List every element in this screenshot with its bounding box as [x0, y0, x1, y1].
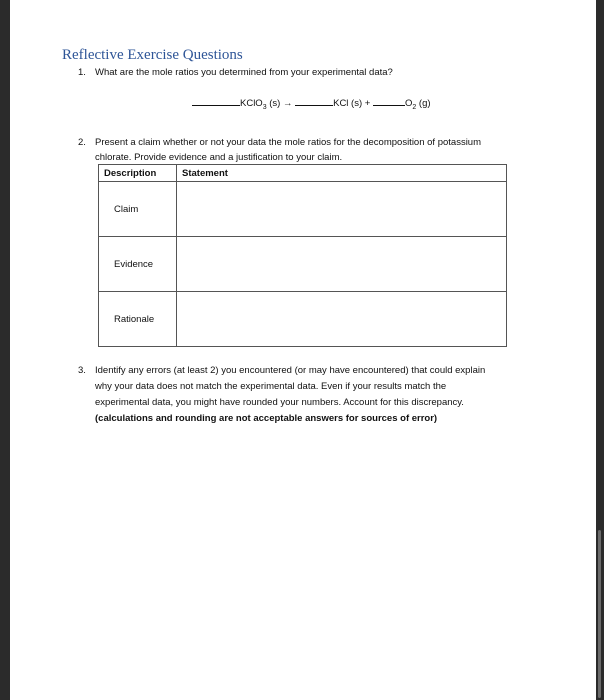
coefficient-blank-o2	[373, 96, 405, 106]
row-label-cell	[99, 292, 177, 347]
question-2-number: 2.	[78, 137, 86, 148]
claim-evidence-table	[98, 164, 507, 347]
question-3-line-1: Identify any errors (at least 2) you encountered (or may have encountered) that could explain	[95, 365, 486, 376]
question-1-text: What are the mole ratios you determined from your experimental data?	[95, 67, 393, 78]
reactant-formula: KClO	[240, 98, 263, 109]
row-label-claim: Claim	[114, 203, 139, 215]
page-title: Reflective Exercise Questions	[62, 47, 243, 63]
coefficient-blank-kclo3	[192, 96, 240, 106]
coefficient-blank-kcl	[295, 96, 333, 106]
row-label-rationale: Rationale	[114, 313, 155, 325]
table-row	[99, 237, 507, 292]
table-row	[99, 182, 507, 237]
question-3-line-4: (calculations and rounding are not acceptable answers for sources of error)	[95, 413, 438, 424]
document-page	[10, 0, 596, 700]
row-label-cell	[99, 182, 177, 237]
row-label-evidence: Evidence	[114, 258, 154, 270]
product-o2-state: (g)	[416, 98, 431, 109]
question-3-line-3: experimental data, you might have rounded your numbers. Account for this discrepancy.	[95, 397, 464, 408]
reactant-state-arrow: (s) →	[266, 98, 296, 109]
row-label-cell	[99, 237, 177, 292]
product-kcl: KCl (s) +	[333, 98, 373, 109]
reactant-subscript: 3	[262, 103, 267, 111]
table-header-row	[99, 165, 507, 182]
evidence-statement-cell[interactable]	[177, 237, 507, 292]
decomposition-equation	[192, 96, 431, 111]
product-o2-subscript: 2	[412, 103, 417, 111]
question-3-number: 3.	[78, 365, 86, 376]
table-row	[99, 292, 507, 347]
header-statement: Statement	[177, 165, 507, 182]
product-o2-formula: O	[404, 98, 413, 109]
claim-statement-cell[interactable]	[177, 182, 507, 237]
rationale-statement-cell[interactable]	[177, 292, 507, 347]
question-2-line-1: Present a claim whether or not your data the mole ratios for the decomposition of potassium	[95, 137, 482, 148]
vertical-scrollbar[interactable]	[598, 530, 601, 698]
question-1-number: 1.	[78, 67, 86, 78]
header-description: Description	[99, 165, 177, 182]
question-2-line-2: chlorate. Provide evidence and a justification to your claim.	[95, 152, 343, 163]
question-3-line-2: why your data does not match the experimental data. Even if your results match the	[95, 381, 447, 392]
